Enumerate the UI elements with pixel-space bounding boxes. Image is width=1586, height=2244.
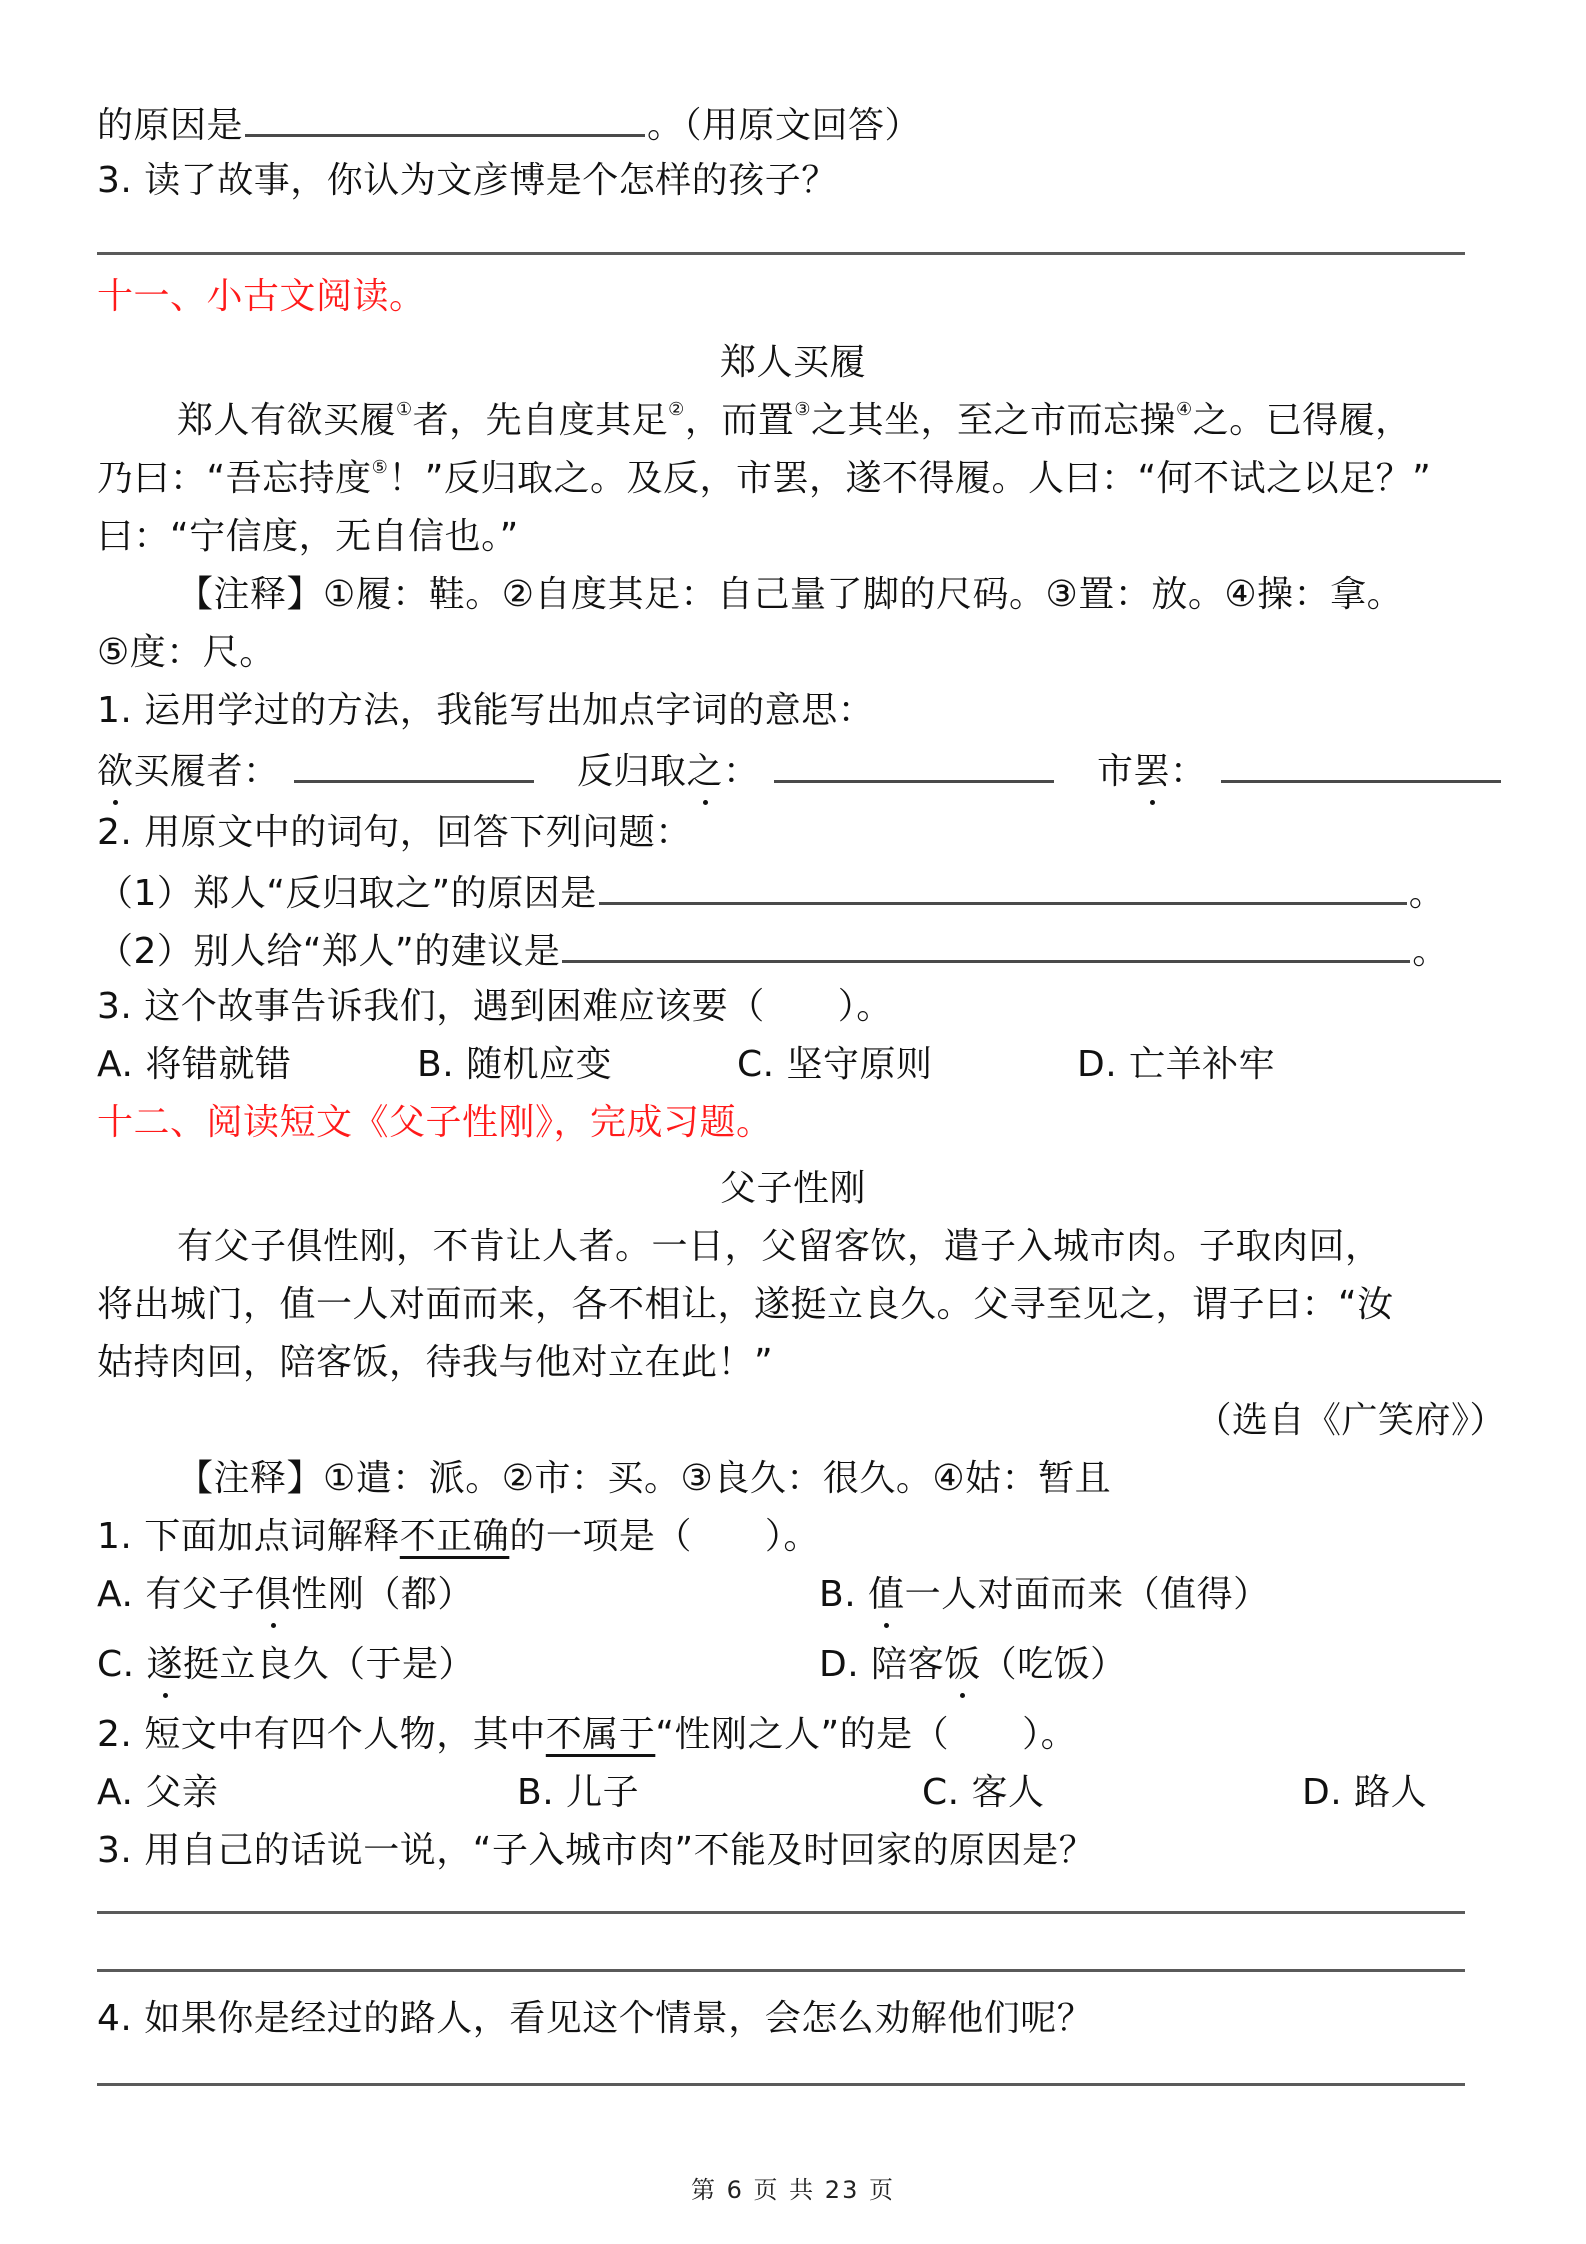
passage-line [97, 396, 1526, 446]
annotation-note: 【注释】①履：鞋。②自度其足：自己量了脚的尺码。③置：放。④操：拿。 [177, 574, 1404, 615]
question-2-sub-1 [97, 866, 1526, 919]
prev-q2-suffix: 。（用原文回答） [647, 105, 922, 146]
text: 性刚（都） [291, 1574, 474, 1615]
text: A. 有父子 [97, 1574, 255, 1615]
text: 者，先自度其足 [412, 400, 669, 441]
question-1-prompt: 1. 运用学过的方法，我能写出加点字词的意思： [97, 690, 875, 731]
passage-line [97, 454, 1526, 504]
underlined-text: 不正确 [399, 1516, 510, 1557]
text: 买履者： [133, 751, 280, 792]
prev-q3: 3. 读了故事，你认为文彦博是个怎样的孩子？ [97, 160, 838, 201]
text: “性刚之人”的是（ ）。 [655, 1714, 1078, 1755]
dotted-char: 之 [687, 747, 724, 797]
text: 挺立良久（于是） [183, 1644, 476, 1685]
dotted-char: 罢 [1134, 747, 1171, 797]
answer-line[interactable] [97, 1969, 1465, 1972]
text: ！”反归取之。及反，市罢，遂不得履。人曰：“何不试之以足？” [388, 458, 1432, 499]
option-c[interactable]: C. 客人 [922, 1772, 1045, 1813]
answer-blank[interactable] [294, 744, 534, 783]
question-2-sub-2 [97, 924, 1526, 977]
footnote-marker: ④ [1175, 399, 1193, 420]
question-2-prompt [97, 1710, 1526, 1760]
text: D. 陪客 [819, 1644, 945, 1685]
option-a[interactable]: A. 将错就错 [97, 1044, 292, 1085]
answer-blank[interactable] [562, 924, 1410, 963]
answer-blank[interactable] [245, 98, 645, 137]
text: ，而置 [684, 400, 795, 441]
text: 市 [1097, 751, 1134, 792]
passage-line: 将出城门，值一人对面而来，各不相让，遂挺立良久。父寻至见之，谓子曰：“汝 [97, 1284, 1394, 1325]
passage-line: 曰：“宁信度，无自信也。” [97, 516, 519, 557]
option-d[interactable] [819, 1640, 1127, 1690]
text: ： [723, 751, 760, 792]
footnote-marker: ⑤ [371, 457, 389, 478]
text: 乃曰：“吾忘持度 [97, 458, 372, 499]
footnote-marker: ③ [794, 399, 811, 420]
vocab-item [577, 744, 1056, 797]
text: 之。已得履， [1192, 400, 1412, 441]
passage-title: 郑人买履 [719, 342, 866, 383]
passage-title: 父子性刚 [719, 1168, 866, 1209]
answer-line[interactable] [97, 2083, 1465, 2086]
answer-blank[interactable] [1221, 744, 1501, 783]
text: 一人对面而来（值得） [904, 1574, 1270, 1615]
option-d[interactable]: D. 路人 [1302, 1772, 1428, 1813]
passage-source: （选自《广笑府》） [1195, 1400, 1506, 1441]
text: 的一项是（ ）。 [509, 1516, 820, 1557]
prev-q2-tail [97, 98, 1526, 151]
dotted-char: 饭 [944, 1640, 981, 1690]
vocab-item [97, 744, 536, 797]
question-3-prompt: 3. 这个故事告诉我们，遇到困难应该要（ ）。 [97, 986, 893, 1027]
annotation-note: ⑤度：尺。 [97, 632, 276, 673]
text: 。 [1412, 931, 1449, 972]
text: （吃饭） [980, 1644, 1127, 1685]
text: 1. 下面加点词解释 [97, 1516, 400, 1557]
section-heading-12: 十二、阅读短文《父子性刚》，完成习题。 [97, 1102, 773, 1143]
vocab-item [1097, 744, 1503, 797]
option-d[interactable]: D. 亡羊补牢 [1077, 1044, 1276, 1085]
underlined-text: 不属于 [545, 1714, 656, 1755]
option-b[interactable]: B. 随机应变 [417, 1044, 613, 1085]
option-c[interactable]: C. 坚守原则 [737, 1044, 933, 1085]
text: B. [819, 1574, 869, 1615]
text: 反归取 [577, 751, 687, 792]
answer-blank[interactable] [774, 744, 1054, 783]
passage-line: 姑持肉回，陪客饭，待我与他对立在此！” [97, 1342, 774, 1383]
prev-q2-prefix: 的原因是 [97, 105, 244, 146]
text: 2. 短文中有四个人物，其中 [97, 1714, 546, 1755]
dotted-char: 欲 [97, 747, 134, 797]
question-4-prompt: 4. 如果你是经过的路人，看见这个情景，会怎么劝解他们呢？ [97, 1998, 1094, 2039]
option-a[interactable] [97, 1570, 474, 1620]
question-3-prompt: 3. 用自己的话说一说，“子入城市肉”不能及时回家的原因是？ [97, 1830, 1096, 1871]
passage-line: 有父子俱性刚，不肯让人者。一日，父留客饮，遣子入城市肉。子取肉回， [177, 1226, 1382, 1267]
text: 。 [1408, 873, 1446, 914]
page-number: 第 6 页 共 23 页 [691, 2176, 895, 2204]
question-2-prompt: 2. 用原文中的词句，回答下列问题： [97, 812, 692, 853]
answer-line[interactable] [97, 252, 1465, 255]
answer-blank[interactable] [599, 866, 1407, 905]
section-heading-11: 十一、小古文阅读。 [97, 276, 426, 317]
option-a[interactable]: A. 父亲 [97, 1772, 219, 1813]
text: （2）别人给“郑人”的建议是 [97, 931, 561, 972]
text: （1）郑人“反归取之”的原因是 [97, 873, 597, 914]
dotted-char: 遂 [147, 1640, 184, 1690]
dotted-char: 俱 [255, 1570, 292, 1620]
option-b[interactable] [819, 1570, 1270, 1620]
text: 郑人有欲买履 [177, 400, 397, 441]
question-1-prompt [97, 1512, 1526, 1562]
answer-line[interactable] [97, 1911, 1465, 1914]
annotation-note: 【注释】①遣：派。②市：买。③良久：很久。④姑：暂且 [177, 1458, 1112, 1499]
text: ： [1170, 751, 1207, 792]
text: 之其坐，至之市而忘操 [810, 400, 1176, 441]
dotted-char: 值 [868, 1570, 905, 1620]
option-b[interactable]: B. 儿子 [517, 1772, 640, 1813]
footnote-marker: ② [668, 399, 685, 420]
text: C. [97, 1644, 147, 1685]
option-c[interactable] [97, 1640, 475, 1690]
footnote-marker: ① [396, 399, 413, 420]
